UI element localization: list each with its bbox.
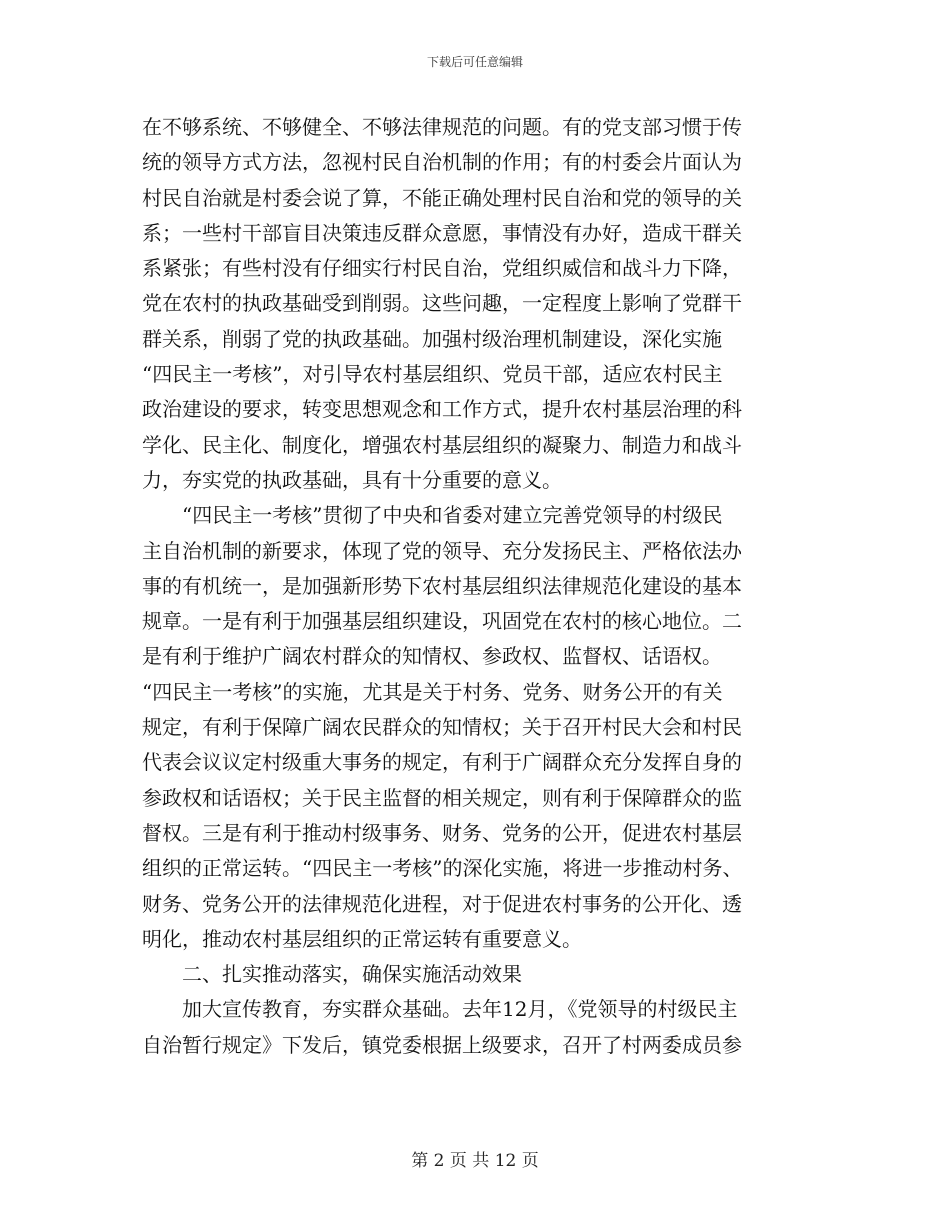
text-line: 政治建设的要求，转变思想观念和工作方式，提升农村基层治理的科 bbox=[142, 397, 742, 422]
text-line: 代表会议议定村级重大事务的规定，有利于广阔群众充分发挥自身的 bbox=[142, 750, 742, 775]
text-line: 组织的正常运转。“四民主一考核”的深化实施，将进一步推动村务、 bbox=[142, 856, 743, 881]
text-line: 在不够系统、不够健全、不够法律规范的问题。有的党支部习惯于传 bbox=[142, 115, 742, 139]
text-line: 群关系，削弱了党的执政基础。加强村级治理机制建设，深化实施 bbox=[142, 326, 722, 351]
text-line: “四民主一考核”贯彻了中央和省委对建立完善党领导的村级民 bbox=[142, 503, 723, 528]
text-line: 事的有机统一，是加强新形势下农村基层组织法律规范化建设的基本 bbox=[142, 573, 742, 598]
text-line: “四民主一考核”的实施，尤其是关于村务、党务、财务公开的有关 bbox=[142, 679, 723, 704]
page-header-note: 下载后可任意编辑 bbox=[426, 55, 523, 69]
text-line: 明化，推动农村基层组织的正常运转有重要意义。 bbox=[142, 926, 582, 951]
text-line: 系紧张；有些村没有仔细实行村民自治，党组织威信和战斗力下降， bbox=[142, 256, 742, 281]
body-text bbox=[142, 110, 808, 1063]
text-line: 统的领导方式方法，忽视村民自治机制的作用；有的村委会片面认为 bbox=[142, 150, 742, 175]
text-line: 参政权和话语权；关于民主监督的相关规定，则有利于保障群众的监 bbox=[142, 785, 742, 810]
text-line: 督权。三是有利于推动村级事务、财务、党务的公开，促进农村基层 bbox=[142, 820, 742, 845]
text-line: 力，夯实党的执政基础，具有十分重要的意义。 bbox=[142, 467, 562, 492]
page-number: 第 2 页 共 12 页 bbox=[411, 1151, 539, 1171]
text-line: 学化、民主化、制度化，增强农村基层组织的凝聚力、制造力和战斗 bbox=[142, 432, 742, 457]
text-line: 财务、党务公开的法律规范化进程，对于促进农村事务的公开化、透 bbox=[142, 891, 742, 916]
text-line: 村民自治就是村委会说了算，不能正确处理村民自治和党的领导的关 bbox=[142, 185, 742, 210]
section-heading: 二、扎实推动落实，确保实施活动效果 bbox=[142, 962, 522, 987]
text-line: 是有利于维护广阔农村群众的知情权、参政权、监督权、话语权。 bbox=[142, 644, 722, 669]
text-line: 加大宣传教育，夯实群众基础。去年12月，《党领导的村级民主 bbox=[142, 997, 738, 1022]
text-line: 党在农村的执政基础受到削弱。这些问趣，一定程度上影响了党群干 bbox=[142, 291, 742, 316]
text-line: 规章。一是有利于加强基层组织建设，巩固党在农村的核心地位。二 bbox=[142, 609, 742, 634]
text-line: 主自治机制的新要求，体现了党的领导、充分发扬民主、严格依法办 bbox=[142, 538, 742, 563]
text-line: “四民主一考核”，对引导农村基层组织、党员干部，适应农村民主 bbox=[142, 362, 723, 387]
text-line: 自治暂行规定》下发后，镇党委根据上级要求，召开了村两委成员参 bbox=[142, 1032, 742, 1057]
text-line: 规定，有利于保障广阔农民群众的知情权；关于召开村民大会和村民 bbox=[142, 715, 742, 740]
text-line: 系；一些村干部盲目决策违反群众意愿，事情没有办好，造成干群关 bbox=[142, 220, 742, 245]
